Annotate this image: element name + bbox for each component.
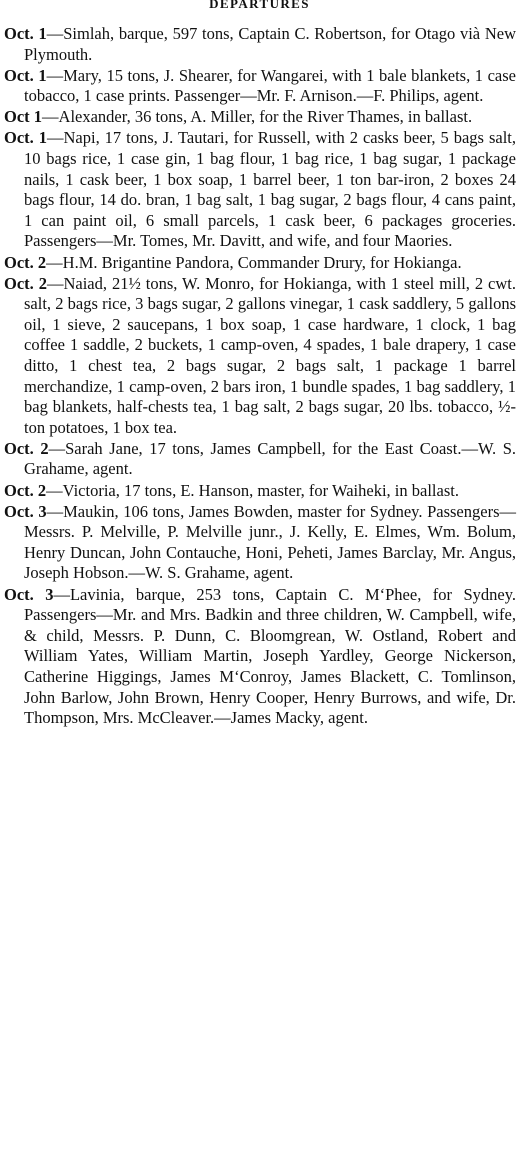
entry-text: —Victoria, 17 tons, E. Hanson, master, for Waiheki, in ballast. [46,480,459,500]
departure-entry [4,107,516,128]
departure-entry [4,585,516,729]
departure-entry [4,439,516,480]
entry-text: —Alexander, 36 tons, A. Miller, for the River Thames, in ballast. [42,107,473,127]
entry-date: Oct. 2 [4,480,47,500]
departure-entry [4,253,516,274]
entry-text: —H.M. Brigantine Pandora, Commander Drury, for Hokianga. [46,252,462,272]
departure-entry [4,481,516,502]
departure-entry [4,24,516,65]
departure-entry [4,274,516,439]
entry-date: Oct. 3 [4,584,54,604]
departures-list [4,24,516,729]
entry-text: —Simlah, barque, 597 tons, Captain C. Robertson, for Otago vià New Plymouth. [24,24,516,64]
section-heading: DEPARTURES [209,0,310,11]
entry-text: —Naiad, 21½ tons, W. Monro, for Hokianga, with 1 steel mill, 2 cwt. salt, 2 bags rice, 3 bags sugar, 2 gallons vinegar, 1 cask saddlery, 5 gallons oil, 1 sieve, 2 saucepans, 1 box soap, 1 case hardware, 1 clock, 1 bag coffee 1 saddle, 2 buckets, 1 camp-oven, 4 spades, 1 bale drapery, 1 case ditto, 1 chest tea, 2 bags sugar, 2 bags salt, 1 package 1 barrel merchandize, 1 camp-oven, 2 bars iron, 1 bundle spades, 1 bag saddlery, 1 bag blankets, half-chests tea, 1 bag salt, 2 bags sugar, 20 lbs. tobacco, ½-ton potatoes, 1 box tea. [24,273,517,437]
entry-date: Oct. 2 [4,273,47,293]
departure-entry [4,502,516,584]
entry-date: Oct 1 [4,107,43,127]
entry-text: —Napi, 17 tons, J. Tautari, for Russell, with 2 casks beer, 5 bags salt, 10 bags rice, 1 case gin, 1 bag flour, 1 bag rice, 1 bag sugar, 1 package nails, 1 cask beer, 1 box soap, 1 barrel beer, 1 ton bar-iron, 2 boxes 24 bags flour, 14 do. bran, 1 bag salt, 1 bag sugar, 2 bags flour, 4 cans paint, 1 can paint oil, 6 small parcels, 1 cask beer, 6 packages groceries. Passengers—Mr. Tomes, Mr. Davitt, and wife, and four Maories. [24,128,516,251]
entry-text: —Mary, 15 tons, J. Shearer, for Wangarei, with 1 bale blankets, 1 case tobacco, 1 case prints. Passenger—Mr. F. Arnison.—F. Philips, agent. [24,65,516,106]
entry-text: —Maukin, 106 tons, James Bowden, master for Sydney. Passengers—Messrs. P. Melville, P. Melville junr., J. Kelly, E. Elmes, Wm. Bolum, Henry Duncan, John Contauche, Honi, Peheti, James Barclay, Mr. Angus, Joseph Hobson.—W. S. Grahame, agent. [24,501,516,583]
entry-date: Oct. 1 [4,128,47,148]
entry-date: Oct. 2 [4,252,47,272]
entry-date: Oct. 2 [4,438,49,458]
entry-date: Oct. 3 [4,501,47,521]
departure-entry [4,66,516,107]
departure-entry [4,128,516,252]
entry-text: —Sarah Jane, 17 tons, James Campbell, for the East Coast.—W. S. Grahame, agent. [24,438,516,479]
entry-text: —Lavinia, barque, 253 tons, Captain C. M‘Phee, for Sydney. Passengers—Mr. and Mrs. Badkin and three children, W. Campbell, wife, & child, Messrs. P. Dunn, C. Bloomgrean, W. Ostland, Robert and William Yates, William Martin, Joseph Yardley, George Nickerson, Catherine Higgings, James M‘Conroy, James Blackett, C. Tomlinson, John Barlow, John Brown, Henry Cooper, Henry Burrows, and wife, Dr. Thompson, Mrs. McCleaver.—James Macky, agent. [24,584,516,728]
entry-date: Oct. 1 [4,65,47,85]
entry-date: Oct. 1 [4,24,47,43]
